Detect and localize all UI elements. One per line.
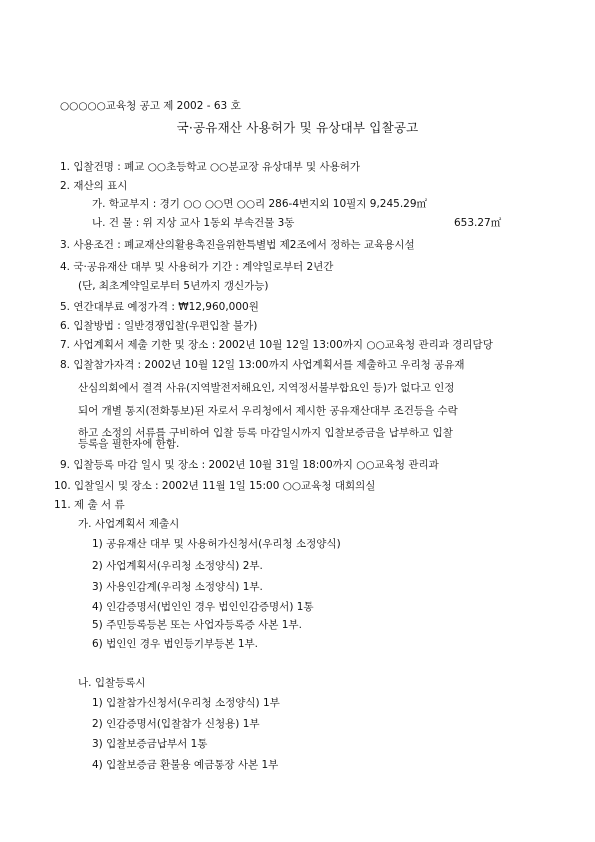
- item-4-period-note: (단, 최초계약일로부터 5년까지 갱신가능): [78, 280, 269, 292]
- item-2b-building: 나. 건 물 : 위 지상 교사 1동외 부속건물 3동: [92, 217, 295, 229]
- list-item: 4) 입찰보증금 환불용 예금통장 사본 1부: [92, 759, 279, 771]
- list-item: 3) 사용인감계(우리청 소정양식) 1부.: [92, 581, 263, 593]
- item-6-bid-method: 6. 입찰방법 : 일반경쟁입찰(우편입찰 불가): [60, 320, 258, 332]
- list-item: 4) 인감증명서(법인인 경우 법인인감증명서) 1통: [92, 601, 314, 613]
- item-8-qualification-line3: 되어 개별 통지(전화통보)된 자로서 우리청에서 제시한 공유재산대부 조건등을 수락: [78, 405, 458, 417]
- item-4-period: 4. 국·공유재산 대부 및 사용허가 기간 : 계약일로부터 2년간: [60, 261, 334, 273]
- item-7-plan-deadline: 7. 사업계획서 제출 기한 및 장소 : 2002년 10월 12일 13:00까지 ○○교육청 관리과 경리담당: [60, 339, 493, 351]
- item-5-rent-price: 5. 연간대부료 예정가격 : ₩12,960,000원: [60, 301, 259, 313]
- list-item: 2) 인감증명서(입찰참가 신청용) 1부: [92, 718, 260, 730]
- item-2-property: 2. 재산의 표시: [60, 180, 128, 192]
- list-item: 1) 공유재산 대부 및 사용허가신청서(우리청 소정양식): [92, 538, 341, 550]
- item-2a-school-site: 가. 학교부지 : 경기 ○○ ○○면 ○○리 286-4번지외 10필지 9,245.29㎡: [92, 198, 428, 210]
- item-8-qualification-line5: 등록을 필한자에 한함.: [78, 438, 180, 450]
- item-11-documents: 11. 제 출 서 류: [54, 499, 125, 511]
- item-8-qualification-line4: 하고 소정의 서류를 구비하여 입찰 등록 마감일시까지 입찰보증금을 납부하고 입찰: [78, 427, 453, 439]
- page-title: 국·공유재산 사용허가 및 유상대부 입찰공고: [176, 120, 419, 135]
- notice-number: ○○○○○교육청 공고 제 2002 - 63 호: [60, 100, 241, 112]
- item-10-bid-date: 10. 입찰일시 및 장소 : 2002년 11월 1일 15:00 ○○교육청 대회의실: [54, 480, 376, 492]
- item-8-qualification-line2: 산심의회에서 결격 사유(지역발전저해요인, 지역정서불부합요인 등)가 없다고 인정: [78, 382, 455, 394]
- item-9-registration: 9. 입찰등록 마감 일시 및 장소 : 2002년 10월 31일 18:00까지 ○○교육청 관리과: [60, 459, 439, 471]
- list-item: 3) 입찰보증금납부서 1통: [92, 738, 208, 750]
- item-1-bid-name: 1. 입찰건명 : 폐교 ○○초등학교 ○○분교장 유상대부 및 사용허가: [60, 161, 361, 173]
- item-11b-bid-registration: 나. 입찰등록시: [78, 677, 146, 689]
- list-item: 1) 입찰참가신청서(우리청 소정양식) 1부: [92, 697, 280, 709]
- list-item: 2) 사업계획서(우리청 소정양식) 2부.: [92, 560, 263, 572]
- list-item: 5) 주민등록등본 또는 사업자등록증 사본 1부.: [92, 619, 302, 631]
- item-11a-plan-submission: 가. 사업계획서 제출시: [78, 518, 180, 530]
- item-2b-building-area: 653.27㎡: [454, 217, 502, 229]
- list-item: 6) 법인인 경우 법인등기부등본 1부.: [92, 638, 259, 650]
- item-3-conditions: 3. 사용조건 : 폐교재산의활용촉진을위한특별법 제2조에서 정하는 교육용시설: [60, 239, 415, 251]
- item-8-qualification-line1: 8. 입찰참가자격 : 2002년 10월 12일 13:00까지 사업계획서를 제출하고 우리청 공유재: [60, 359, 465, 371]
